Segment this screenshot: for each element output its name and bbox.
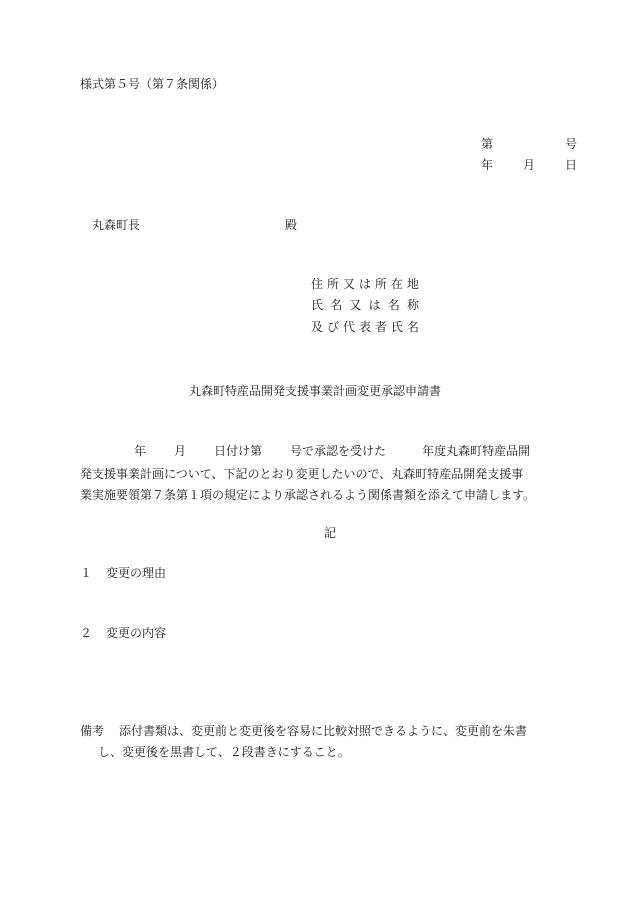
document-title: 丸森町特産品開発支援事業計画変更承認申請書	[188, 384, 441, 398]
body-fiscal: 年度丸森町特産品開	[422, 444, 531, 458]
date-day: 日	[564, 158, 577, 172]
doc-number-suffix: 号	[564, 137, 577, 151]
document-date	[481, 157, 577, 173]
body-line-2: 発支援事業計画について、下記のとおり変更したいので、丸森町特産品開発支援事	[80, 467, 524, 481]
remarks-line-1: 添付書類は、変更前と変更後を容易に比較対照できるように、変更前を朱書	[119, 724, 528, 738]
addressee-honorific: 殿	[285, 218, 298, 232]
item-label: 変更の内容	[106, 626, 167, 640]
applicant-address-label: 住 所 又 は 所 在 地	[311, 277, 419, 291]
body-year: 年	[134, 444, 147, 458]
remarks-label: 備考	[80, 724, 105, 738]
document-number	[481, 136, 577, 152]
date-year: 年	[481, 158, 494, 172]
item-change-content	[80, 625, 166, 641]
body-approved: 号で承認を受けた	[290, 444, 387, 458]
remarks	[80, 723, 527, 739]
item-change-reason	[80, 565, 166, 581]
item-number: １	[80, 566, 93, 580]
remarks-line-2: し、変更後を黒書して、２段書きにすること。	[98, 745, 350, 759]
applicant-name-label: 氏 名 又 は 名 称	[311, 298, 419, 312]
date-month: 月	[522, 158, 535, 172]
form-number: 様式第５号（第７条関係）	[80, 77, 225, 91]
applicant-representative-label: 及 び 代 表 者 氏 名	[311, 320, 419, 334]
item-number: ２	[80, 626, 93, 640]
item-label: 変更の理由	[106, 566, 167, 580]
ki-heading: 記	[323, 526, 336, 540]
addressee-name: 丸森町長	[92, 218, 141, 232]
body-month: 月	[174, 444, 187, 458]
body-line-1	[80, 443, 530, 459]
doc-number-prefix: 第	[481, 137, 494, 151]
body-dated: 日付け第	[214, 444, 263, 458]
body-line-3: 業実施要領第７条第１項の規定により承認されるよう関係書類を添えて申請します。	[80, 488, 536, 502]
